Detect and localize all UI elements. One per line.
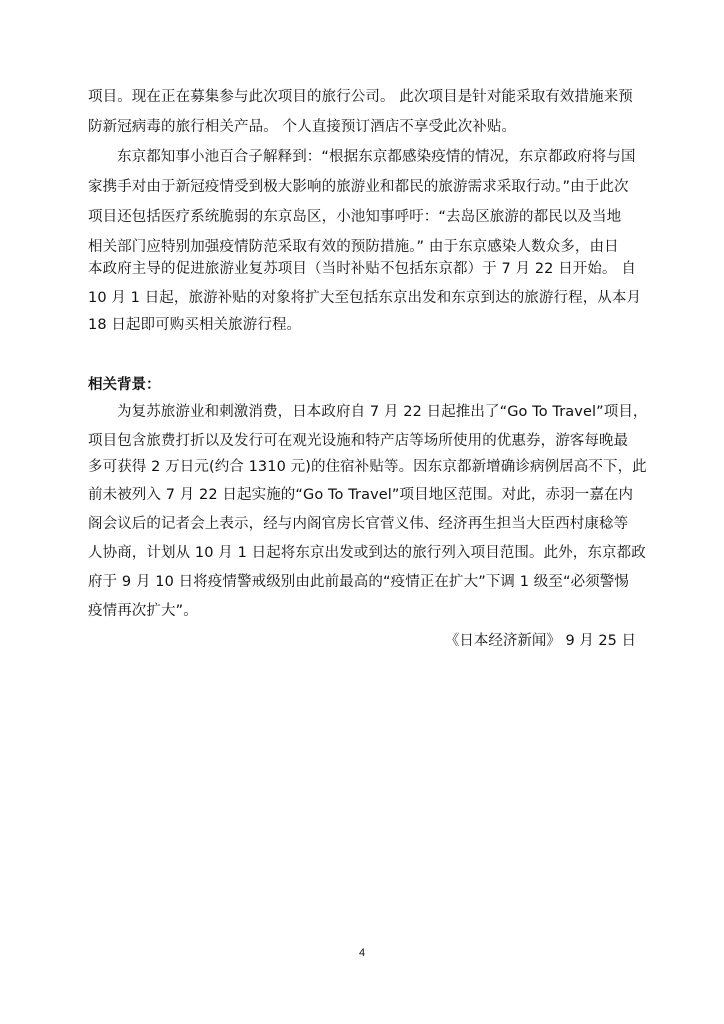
background-line: 府于 9 月 10 日将疫情警戒级别由此前最高的“疫情正在扩大”下调 1 级至“必须警惕	[88, 574, 629, 590]
background-line: 项目包含旅费打折以及发行可在观光设施和特产店等场所使用的优惠券，游客每晚最	[88, 433, 629, 449]
background-line: 为复苏旅游业和刺激消费，日本政府自 7 月 22 日起推出了“Go To Travel”项目，	[117, 404, 648, 420]
paragraph-2-line: 家携手对由于新冠疫情受到极大影响的旅游业和都民的旅游需求采取行动。”由于此次	[88, 179, 629, 195]
paragraph-2-line: 相关部门应特别加强疫情防范采取有效的预防措施。” 由于东京感染人数众多，由日	[88, 239, 619, 255]
paragraph-2-line: 10 月 1 日起，旅游补贴的对象将扩大至包括东京出发和东京到达的旅游行程，从本月	[88, 290, 642, 306]
background-line: 前未被列入 7 月 22 日起实施的“Go To Travel”项目地区范围。对此，赤羽一嘉在内	[88, 487, 634, 503]
background-line: 疫情再次扩大”。	[88, 603, 198, 619]
background-line: 多可获得 2 万日元(约合 1310 元)的住宿补贴等。因东京都新增确诊病例居高不下，此	[88, 459, 647, 475]
paragraph-1-line: 项目。现在正在募集参与此次项目的旅行公司。 此次项目是针对能采取有效措施来预	[88, 89, 633, 105]
section-heading: 相关背景：	[88, 377, 161, 393]
paragraph-2-line: 项目还包括医疗系统脆弱的东京岛区，小池知事呼吁：“去岛区旅游的都民以及当地	[88, 209, 622, 225]
page-number: 4	[358, 947, 366, 959]
paragraph-1-line: 防新冠病毒的旅行相关产品。 个人直接预订酒店不享受此次补贴。	[88, 119, 517, 135]
paragraph-2-line: 东京都知事小池百合子解释到：“根据东京都感染疫情的情况，东京都政府将与国	[117, 149, 636, 165]
source-attribution: 《日本经济新闻》 9 月 25 日	[444, 633, 636, 649]
paragraph-2-line: 18 日起即可购买相关旅游行程。	[88, 317, 302, 333]
background-line: 阁会议后的记者会上表示，经与内阁官房长官菅义伟、经济再生担当大臣西村康稔等	[88, 516, 629, 532]
paragraph-2-line: 本政府主导的促进旅游业复苏项目（当时补贴不包括东京都）于 7 月 22 日开始。 自	[88, 261, 636, 277]
background-line: 人协商，计划从 10 月 1 日起将东京出发或到达的旅行列入项目范围。此外，东京都政	[88, 545, 646, 561]
